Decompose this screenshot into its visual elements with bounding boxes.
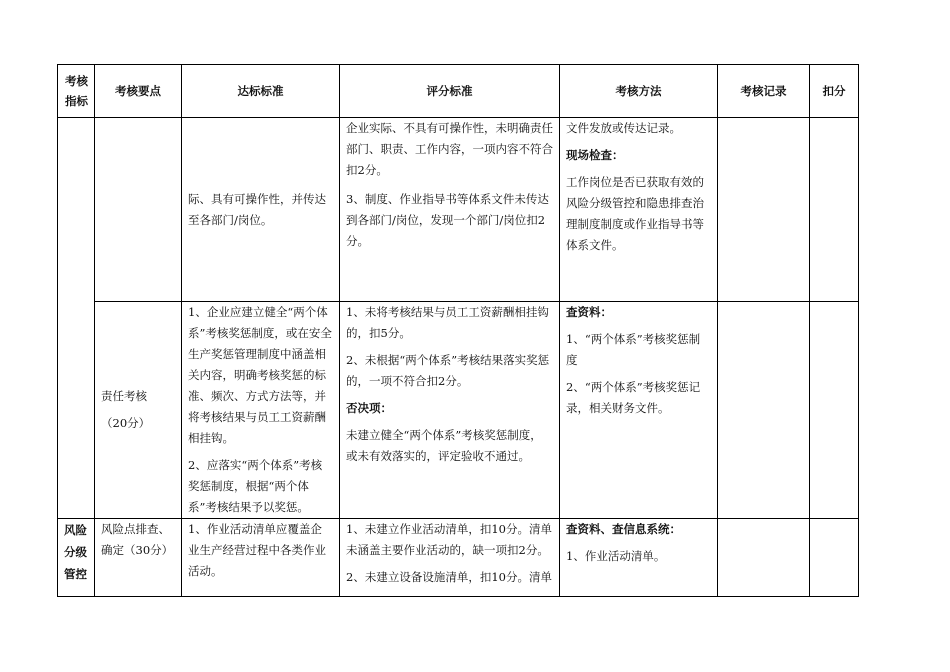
method-cell [560, 519, 718, 597]
header-standard: 达标标准 [182, 65, 340, 118]
method-text: 1、作业活动清单。 [566, 549, 666, 563]
standard-cell [182, 519, 340, 597]
standard-text: 1、企业应建立健全“两个体系”考核奖惩制度，或在安全生产奖惩管理制度中涵盖相关内容，明确考核奖惩的标准、频次、方式方法等，并将考核结果与员工工资薪酬相挂钩。 [188, 305, 332, 445]
scoring-text: 2、未建立设备设施清单，扣10分。清单 [346, 570, 552, 584]
key-point-cell-empty [95, 118, 182, 302]
header-indicator: 考核指标 [58, 65, 95, 118]
method-cell [560, 302, 718, 519]
header-key-point: 考核要点 [95, 65, 182, 118]
key-point-score: （20分） [101, 416, 151, 430]
record-cell [718, 519, 810, 597]
scoring-heading: 否决项： [346, 401, 392, 415]
scoring-text: 企业实际、不具有可操作性，未明确责任部门、职责、工作内容，一项内容不符合扣2分。 [346, 121, 553, 177]
method-heading: 查资料、查信息系统： [566, 522, 681, 536]
indicator-cell [58, 519, 95, 597]
header-row [58, 65, 859, 118]
standard-cell [182, 302, 340, 519]
scoring-clip [346, 519, 553, 595]
scoring-text: 3、制度、作业指导书等体系文件未传达到各部门/岗位，发现一个部门/岗位扣2分。 [346, 192, 549, 248]
key-point-name: 风险点排查、确定（30分） [101, 522, 174, 557]
standard-text: 1、作业活动清单应覆盖企业生产经营过程中各类作业活动。 [188, 522, 326, 578]
header-record: 考核记录 [718, 65, 810, 118]
assessment-table [57, 64, 859, 597]
deduction-cell [810, 118, 859, 302]
scoring-text: 1、未将考核结果与员工工资薪酬相挂钩的，扣5分。 [346, 305, 549, 340]
key-point-cell [95, 302, 182, 519]
standard-cell [182, 118, 340, 302]
scoring-cell [340, 519, 560, 597]
standard-text: 际、具有可操作性，并传达至各部门/岗位。 [188, 191, 326, 227]
method-text: 2、“两个体系”考核奖惩记录，相关财务文件。 [566, 380, 701, 415]
table-row [58, 519, 859, 597]
method-heading: 现场检查： [566, 148, 624, 162]
key-point-name: 责任考核 [101, 389, 147, 403]
key-point-cell [95, 519, 182, 597]
scoring-cell [340, 302, 560, 519]
method-text: 工作岗位是否已获取有效的风险分级管控和隐患排查治理制度制度或作业指导书等体系文件。 [566, 175, 704, 252]
method-heading: 查资料： [566, 305, 612, 319]
indicator-label: 风险分级管控 [64, 523, 87, 581]
deduction-cell [810, 302, 859, 519]
standard-text: 2、应落实“两个体系”考核奖惩制度，根据“两个体系”考核结果予以奖惩。 [188, 458, 323, 514]
method-text: 1、“两个体系”考核奖惩制度 [566, 332, 701, 367]
scoring-text: 未建立健全“两个体系”考核奖惩制度，或未有效落实的，评定验收不通过。 [346, 428, 542, 463]
scoring-cell [340, 118, 560, 302]
method-text: 文件发放或传达记录。 [566, 121, 681, 135]
scoring-text: 1、未建立作业活动清单，扣10分。清单未涵盖主要作业活动的，缺一项扣2分。 [346, 522, 552, 557]
scoring-text: 2、未根据“两个体系”考核结果落实奖惩的，一项不符合扣2分。 [346, 353, 550, 388]
header-deduction: 扣分 [810, 65, 859, 118]
table-row [58, 302, 859, 519]
record-cell [718, 118, 810, 302]
method-cell [560, 118, 718, 302]
table-row [58, 118, 859, 302]
record-cell [718, 302, 810, 519]
deduction-cell [810, 519, 859, 597]
header-scoring: 评分标准 [340, 65, 560, 118]
header-method: 考核方法 [560, 65, 718, 118]
indicator-cell-empty [58, 118, 95, 519]
